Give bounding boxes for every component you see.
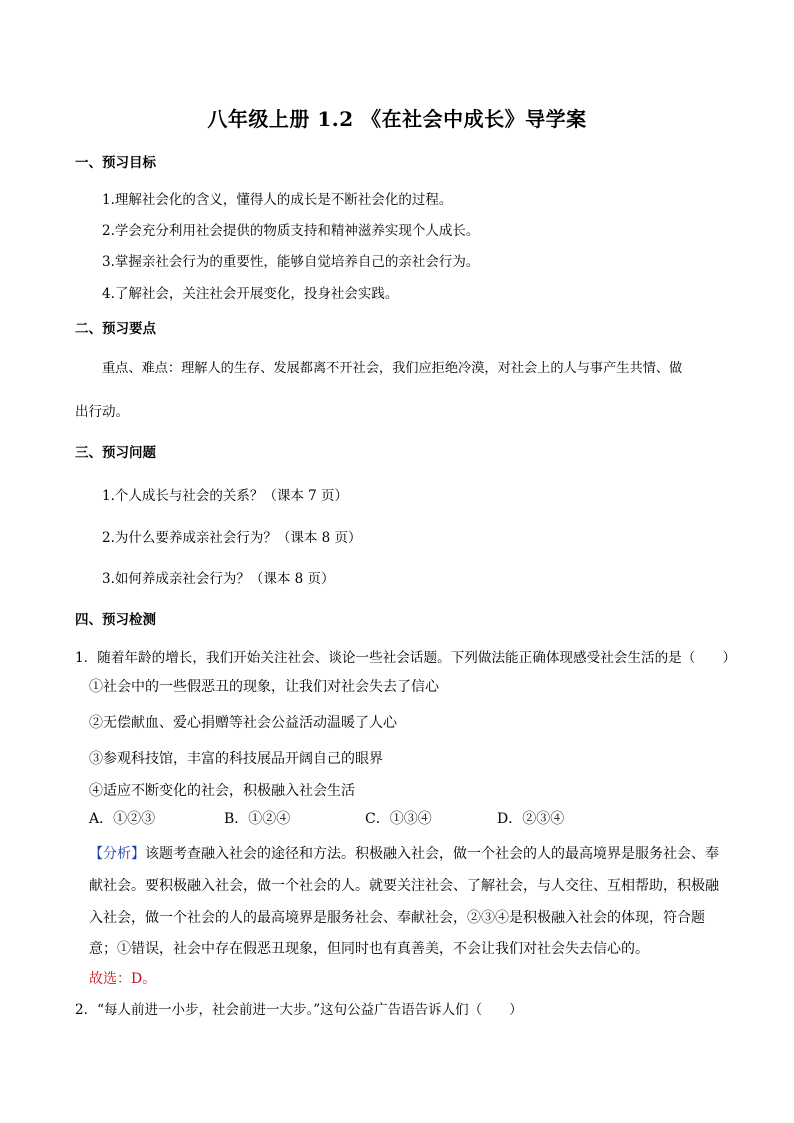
goal-item: 3.掌握亲社会行为的重要性，能够自觉培养自己的亲社会行为。 xyxy=(102,254,480,270)
analysis-line: 入社会，做一个社会的人的最高境界是服务社会、奉献社会，②③④是积极融入社会的体现，符合题 xyxy=(89,910,705,926)
option-c: C．①③④ xyxy=(365,811,432,827)
section-heading-key-points: 二、预习要点 xyxy=(75,321,156,337)
answer-line: 故选：D。 xyxy=(89,971,157,987)
page-title: 八年级上册 1.2 《在社会中成长》导学案 xyxy=(207,107,587,131)
key-points-line: 出行动。 xyxy=(75,404,129,420)
statement-item: ②无偿献血、爱心捐赠等社会公益活动温暖了人心 xyxy=(89,715,397,731)
question-item: 2.为什么要养成亲社会行为？（课本 8 页） xyxy=(102,530,362,546)
section-heading-questions: 三、预习问题 xyxy=(75,445,156,461)
question-item: 1.个人成长与社会的关系？（课本 7 页） xyxy=(102,488,349,504)
analysis-tag: 【分析】 xyxy=(89,846,145,862)
analysis-line: 献社会。要积极融入社会，做一个社会的人。就要关注社会、了解社会，与人交往、互相帮助，积极融 xyxy=(89,878,719,894)
question-1-stem: 1．随着年龄的增长，我们开始关注社会、谈论一些社会话题。下列做法能正确体现感受社会生活的是（ ） xyxy=(75,650,737,666)
statement-item: ①社会中的一些假恶丑的现象，让我们对社会失去了信心 xyxy=(89,679,439,695)
key-points-line: 重点、难点：理解人的生存、发展都离不开社会，我们应拒绝冷漠，对社会上的人与事产生共情、做 xyxy=(102,361,683,376)
question-2-stem: 2．“每人前进一小步，社会前进一大步。”这句公益广告语告诉人们（ ） xyxy=(75,1002,523,1018)
goal-item: 2.学会充分利用社会提供的物质支持和精神滋养实现个人成长。 xyxy=(102,223,480,239)
option-b: B．①②④ xyxy=(224,811,291,827)
statement-item: ④适应不断变化的社会，积极融入社会生活 xyxy=(89,783,355,799)
analysis-line: 意；①错误，社会中存在假恶丑现象，但同时也有真善美，不会让我们对社会失去信心的。 xyxy=(89,941,649,957)
section-heading-test: 四、预习检测 xyxy=(75,612,156,628)
statement-item: ③参观科技馆，丰富的科技展品开阔自己的眼界 xyxy=(89,751,383,767)
analysis-text: 该题考查融入社会的途径和方法。积极融入社会，做一个社会的人的最高境界是服务社会、奉 xyxy=(145,846,719,862)
goal-item: 4.了解社会，关注社会开展变化，投身社会实践。 xyxy=(102,286,399,302)
section-heading-goals: 一、预习目标 xyxy=(75,155,156,171)
analysis-line xyxy=(89,843,719,863)
option-a: A．①②③ xyxy=(89,811,156,827)
question-item: 3.如何养成亲社会行为？（课本 8 页） xyxy=(102,571,335,587)
option-d: D．②③④ xyxy=(497,811,565,827)
goal-item: 1.理解社会化的含义，懂得人的成长是不断社会化的过程。 xyxy=(102,192,453,208)
